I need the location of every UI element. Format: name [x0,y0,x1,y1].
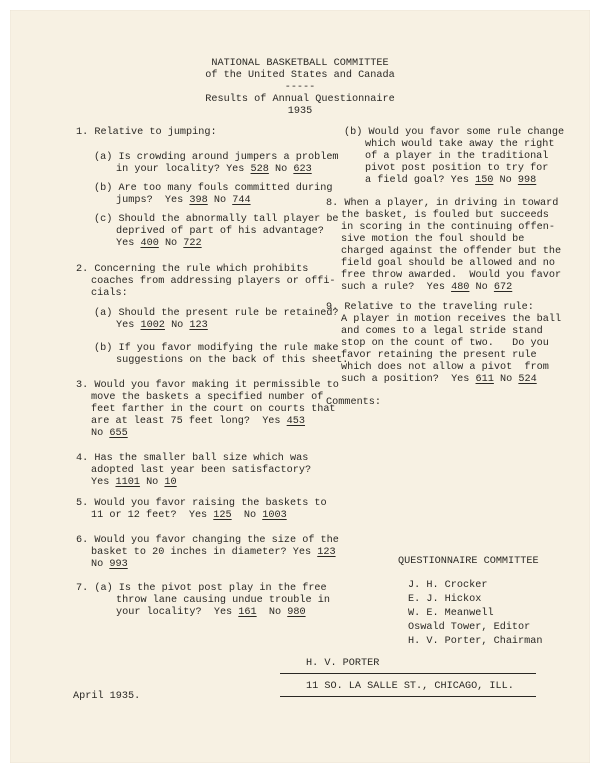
q1a-no-value: 623 [293,164,312,175]
q7b-no-value: 998 [517,175,537,186]
q8-line2: the basket, is fouled but succeeds [341,210,549,221]
q3-line1: 3. Would you favor making it permissible to [76,380,339,391]
q9-yes-value: 611 [475,374,494,385]
q8-line1: 8. When a player, in driving in toward [326,198,559,209]
q1b-yes-value: 398 [189,195,208,206]
q3-line4: are at least 75 feet long? Yes 453 [91,416,305,427]
q8-no-value: 672 [493,282,513,293]
q1-title: 1. Relative to jumping: [76,127,217,138]
q1c-line2: deprived of part of his advantage? [116,226,324,237]
q2b-line2: suggestions on the back of this sheet. [116,355,349,366]
q3-no-value: 655 [109,428,128,439]
document-title: Results of Annual Questionnaire [205,94,395,105]
q4-no-value: 10 [164,477,177,488]
q1b-line1: (b) Are too many fouls committed during [94,183,333,194]
committee-region: of the United States and Canada [205,70,395,81]
q1c-no-value: 722 [183,238,202,249]
q4-line3: Yes 1101 No 10 [91,477,177,488]
q8-line3: in scoring in the continuing offen- [341,222,555,233]
q7b-line5: a field goal? Yes 150 No 998 [365,175,537,186]
q8-line5: charged against the offender but the [341,246,562,257]
q9-line4: stop on the count of two. Do you [341,338,549,349]
q8-yes-value: 480 [451,282,470,293]
header-divider: ----- [284,82,316,93]
q9-no-value: 524 [518,374,537,385]
q4-line1: 4. Has the smaller ball size which was [76,453,309,464]
committee-title: QUESTIONNAIRE COMMITTEE [398,556,539,567]
signature-address: 11 SO. LA SALLE ST., CHICAGO, ILL. [306,681,514,692]
q6-line2: basket to 20 inches in diameter? Yes 123 [91,547,336,558]
q4-line2: adopted last year been satisfactory? [91,465,312,476]
q1a-line1: (a) Is crowding around jumpers a problem [94,152,339,163]
q1c-line1: (c) Should the abnormally tall player be [94,214,339,225]
q3-line2: move the baskets a specified number of [91,392,324,403]
committee-member: E. J. Hickox [408,594,482,605]
q2a-line1: (a) Should the present rule be retained? [94,308,339,319]
q2-line1: 2. Concerning the rule which prohibits [76,264,309,275]
committee-member: Oswald Tower, Editor [408,622,531,633]
comments-label: Comments: [326,397,382,408]
document-page [10,10,590,763]
q1a-yes-value: 528 [250,164,269,175]
q7b-line4: pivot post position to try for [365,163,549,174]
q8-line4: sive motion the foul should be [341,234,525,245]
committee-member: W. E. Meanwell [408,608,494,619]
q5-line2: 11 or 12 feet? Yes 125 No 1003 [91,510,287,521]
q3-line5: No 655 [91,428,128,439]
q8-line8: such a rule? Yes 480 No 672 [341,282,513,293]
q2-line2: coaches from addressing players or offi- [91,276,336,287]
q1a-line2: in your locality? Yes 528 No 623 [116,164,312,175]
address-line [280,696,536,697]
q1c-line3: Yes 400 No 722 [116,238,202,249]
q4-yes-value: 1101 [115,477,140,488]
q7b-yes-value: 150 [475,175,494,186]
q2a-no-value: 123 [189,320,208,331]
signature-line [280,673,536,674]
q6-no-value: 993 [109,559,128,570]
q7-line2: throw lane causing undue trouble in [116,595,330,606]
q9-line1: 9. Relative to the traveling rule: [326,302,534,313]
signature-name: H. V. PORTER [306,658,380,669]
q7b-line1: (b) Would you favor some rule change [344,127,565,138]
q5-no-value: 1003 [262,510,287,521]
committee-member: H. V. Porter, Chairman [408,636,543,647]
q8-line7: free throw awarded. Would you favor [341,270,562,281]
q9-line5: favor retaining the present rule [341,350,537,361]
q6-yes-value: 123 [317,547,336,558]
q5-yes-value: 125 [213,510,232,521]
q6-line3: No 993 [91,559,128,570]
q2b-line1: (b) If you favor modifying the rule make [94,343,339,354]
q5-line1: 5. Would you favor raising the baskets to [76,498,327,509]
q9-line7: such a position? Yes 611 No 524 [341,374,537,385]
q1c-yes-value: 400 [140,238,159,249]
q7-line1: 7. (a) Is the pivot post play in the free [76,583,327,594]
q1b-line2: jumps? Yes 398 No 744 [116,195,251,206]
q7b-line2: which would take away the right [365,139,555,150]
document-year: 1935 [287,106,313,117]
q9-line6: which does not allow a pivot from [341,362,549,373]
q7b-line3: of a player in the traditional [365,151,549,162]
document-date: April 1935. [73,691,141,702]
q6-line1: 6. Would you favor changing the size of the [76,535,339,546]
q7a-no-value: 980 [287,607,306,618]
q7-line3: your locality? Yes 161 No 980 [116,607,306,618]
q9-line3: and comes to a legal stride stand [341,326,543,337]
q8-line6: field goal should be allowed and no [341,258,555,269]
committee-name: NATIONAL BASKETBALL COMMITTEE [211,58,389,69]
q2a-yes-value: 1002 [140,320,165,331]
q3-yes-value: 453 [286,416,305,427]
committee-member: J. H. Crocker [408,580,488,591]
q1b-no-value: 744 [232,195,251,206]
q2a-line2: Yes 1002 No 123 [116,320,208,331]
q9-line2: A player in motion receives the ball [341,314,562,325]
q7a-yes-value: 161 [238,607,257,618]
q2-line3: cials: [91,288,128,299]
q3-line3: feet farther in the court on courts that [91,404,336,415]
